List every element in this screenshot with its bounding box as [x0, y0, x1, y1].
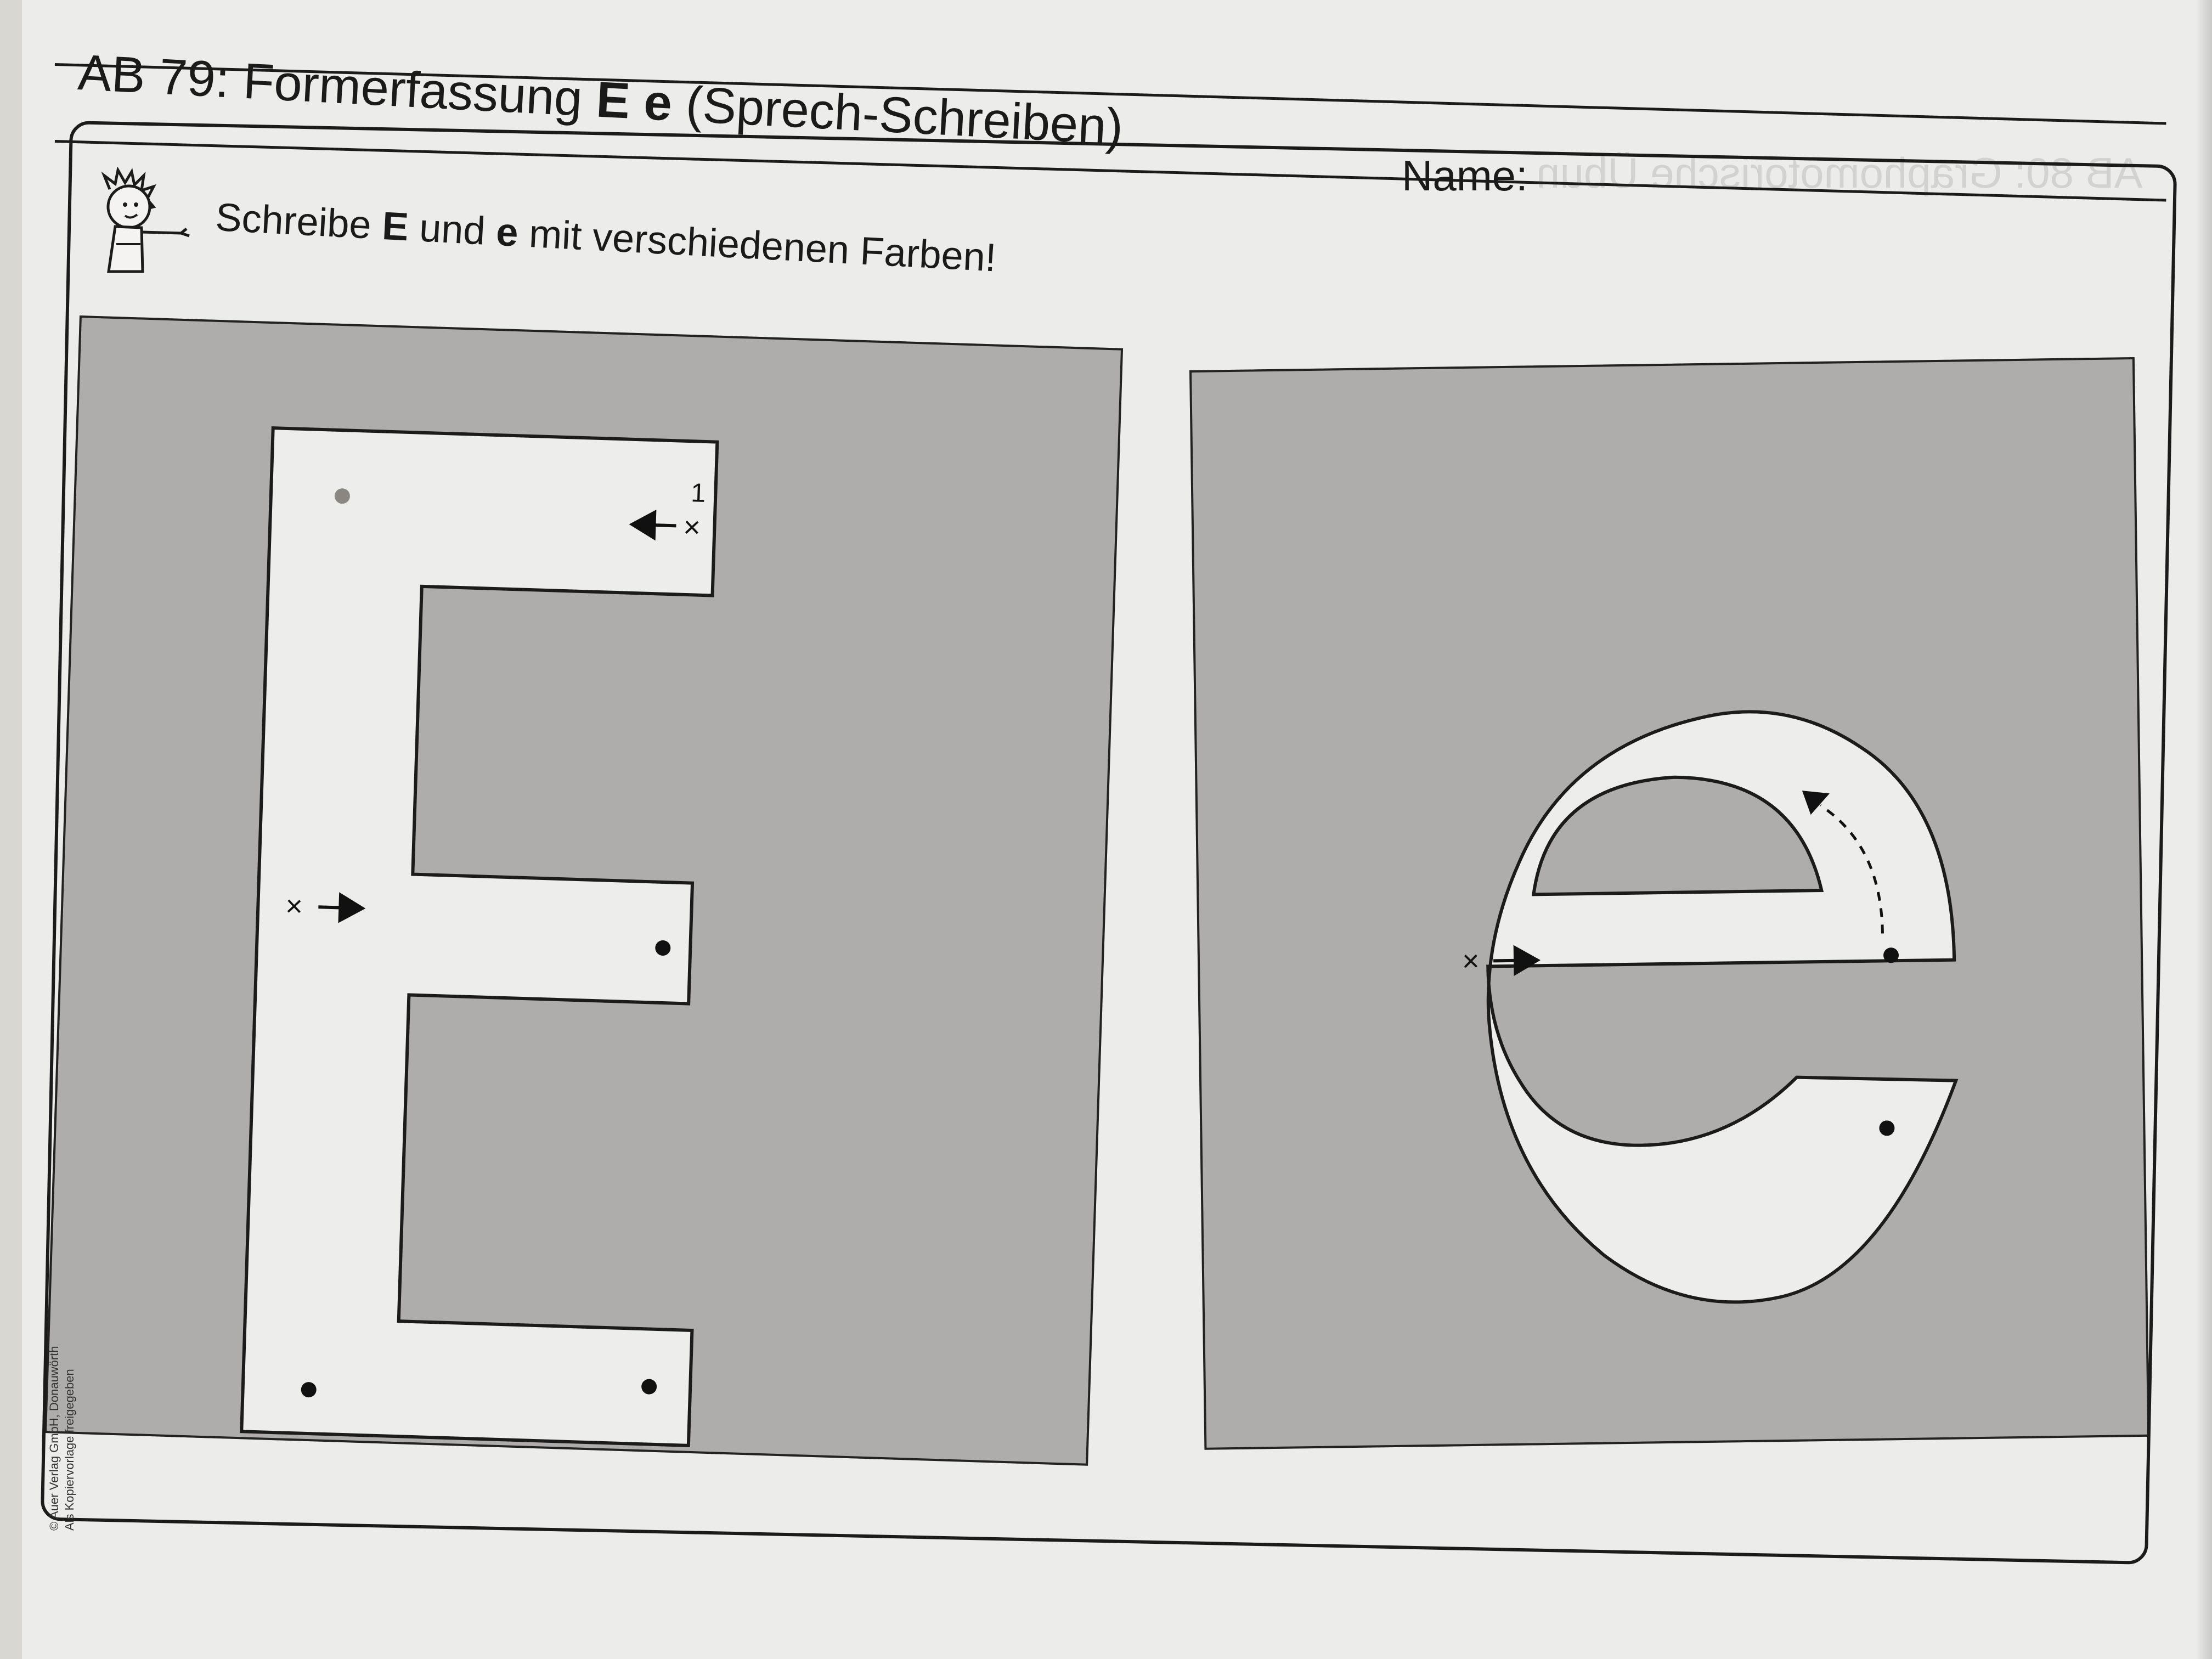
copyright-note: [47, 1346, 77, 1531]
title-prefix: AB 79: Formerfassung: [76, 44, 598, 128]
start-mark-e: ×: [1462, 944, 1480, 978]
worksheet-frame: [41, 121, 2177, 1565]
instruction-suffix: mit verschiedenen Farben!: [517, 211, 997, 280]
show-through-text: AB 80: Graphomotorische Übun: [1536, 149, 2143, 197]
title-letters: E e: [595, 71, 674, 132]
copyright-line-1: © Auer Verlag GmbH, Donauwörth: [47, 1346, 61, 1531]
title-suffix: (Sprech-Schreiben): [670, 75, 1125, 155]
book-page-edge: [0, 0, 22, 1659]
name-label: Name:: [1402, 151, 1528, 200]
page-shadow: [2196, 0, 2212, 1659]
start-number-1: 1: [690, 478, 706, 508]
start-mark-middle: ×: [285, 889, 303, 923]
instruction-letter-lower: e: [495, 210, 520, 255]
instruction-prefix: Schreibe: [214, 195, 383, 248]
start-mark-top: ×: [682, 510, 701, 544]
copyright-line-2: Als Kopiervorlage freigegeben: [63, 1369, 76, 1531]
instruction-letter-upper: E: [381, 204, 410, 250]
instruction-middle: und: [407, 205, 498, 254]
worksheet-page: [22, 0, 2212, 1659]
